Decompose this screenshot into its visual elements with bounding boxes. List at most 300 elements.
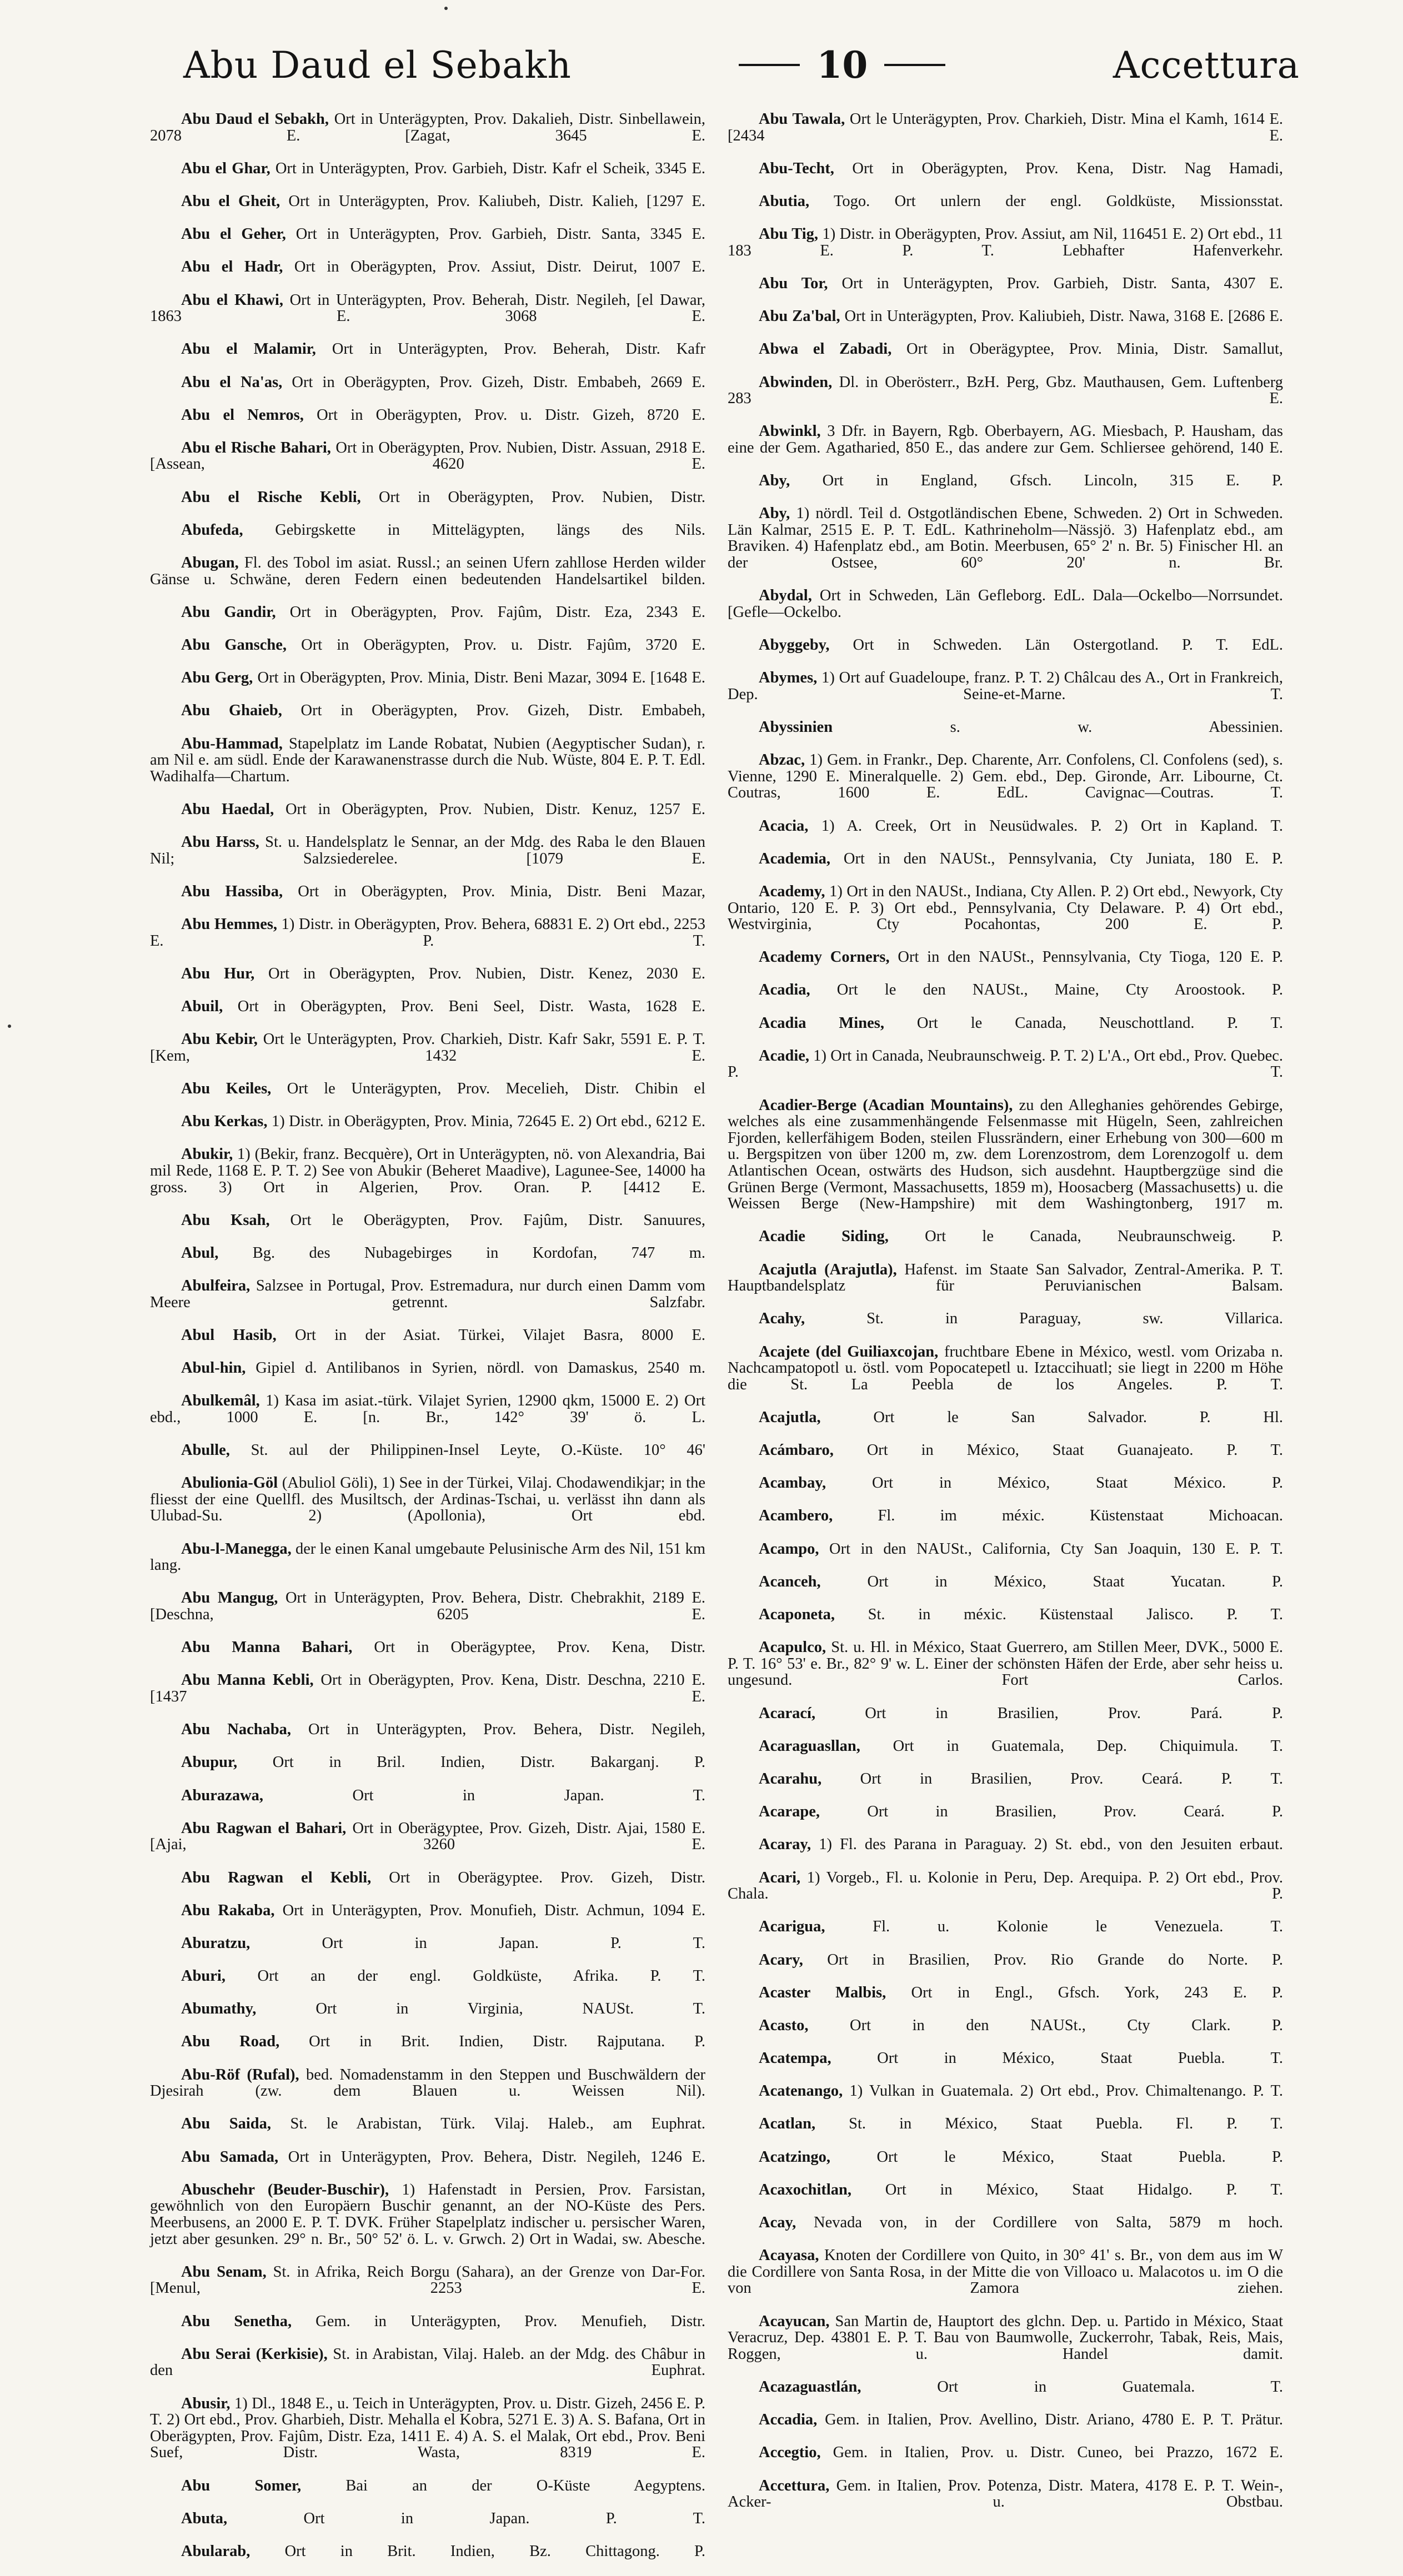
entry-text: Ort in México, Staat Hidalgo. P. T. xyxy=(851,2181,1283,2198)
entry-text: Ort in Oberägypten, Prov. u. Distr. Fajûm, 3720 E. xyxy=(287,636,705,654)
entry-headword: Abugan, xyxy=(181,554,239,572)
entry-text: Ort in Unterägypten, Prov. Beherah, Distr. Kafr xyxy=(315,340,705,358)
header-rule-right xyxy=(884,64,945,66)
entry-headword: Academy, xyxy=(759,882,825,900)
entry-headword: Abuil, xyxy=(181,998,223,1016)
dictionary-entry xyxy=(150,604,705,637)
dictionary-entry xyxy=(728,308,1283,341)
entry-headword: Acaraguasllan, xyxy=(759,1737,860,1755)
entry-headword: Abu Hemmes, xyxy=(181,916,278,933)
entry-text: Ort in Unterägypten, Prov. Monufieh, Distr. Achmun, 1094 E. xyxy=(274,1901,705,1919)
entry-headword: Acajete (del Guiliaxcojan, xyxy=(759,1343,939,1360)
entry-headword: Acambero, xyxy=(759,1507,833,1525)
entry-text: der le einen Kanal umgebaute Pelusinische Arm des Nil, 151 km lang. xyxy=(150,1540,705,1574)
entry-headword: Abu Ragwan el Kebli, xyxy=(181,1869,372,1886)
entry-headword: Abu Road, xyxy=(181,2033,280,2051)
dictionary-entry xyxy=(150,1081,705,1113)
dictionary-entry xyxy=(150,440,705,489)
dictionary-entry xyxy=(728,2215,1283,2247)
entry-headword: Acaster Malbis, xyxy=(759,1984,886,2001)
entry-headword: Abukir, xyxy=(181,1146,233,1163)
entry-headword: Abu Gandir, xyxy=(181,603,276,621)
entry-headword: Abu Tig, xyxy=(759,225,819,243)
entry-headword: Abu el Nemros, xyxy=(181,406,304,424)
entry-headword: Acadier-Berge (Acadian Mountains), xyxy=(759,1096,1013,1114)
dictionary-entry xyxy=(728,2116,1283,2148)
entry-text: 3 Dfr. in Bayern, Rgb. Oberbayern, AG. Miesbach, P. Hausham, das eine der Gem. Agatharied, 850 E., das andere zur Gem. Schliersee gehörend, 140 E. xyxy=(728,423,1283,456)
dictionary-entry xyxy=(150,2149,705,2182)
entry-text: Ort in den NAUSt., California, Cty San Joaquin, 130 E. P. T. xyxy=(819,1540,1283,1558)
dictionary-entry xyxy=(150,1721,705,1754)
entry-text: Ort le Canada, Neubraunschweig. P. xyxy=(888,1228,1283,1246)
dictionary-entry xyxy=(150,2001,705,2033)
dictionary-entry xyxy=(150,883,705,916)
dictionary-entry xyxy=(150,637,705,670)
entry-text: Hafenst. im Staate San Salvador, Zentral-Amerika. P. T. Hauptbandelsplatz für Peruvianischen Balsam. xyxy=(728,1261,1283,1295)
scan-speck xyxy=(444,7,448,10)
entry-headword: Abulfeira, xyxy=(181,1277,250,1295)
dictionary-entry xyxy=(728,505,1283,587)
entry-text: Ort in Unterägypten, Prov. Garbieh, Distr. Kafr el Scheik, 3345 E. xyxy=(270,159,705,177)
entry-text: Ort in Unterägypten, Prov. Beherah, Distr. Negileh, [el Dawar, 1863 E. 3068 E. xyxy=(150,291,705,325)
dictionary-entry xyxy=(728,1804,1283,1836)
entry-text: 1) Vulkan in Guatemala. 2) Ort ebd., Prov. Chimaltenango. P. T. xyxy=(843,2082,1283,2100)
dictionary-entry xyxy=(150,292,705,342)
entry-headword: Acatempa, xyxy=(759,2050,831,2067)
dictionary-entry xyxy=(728,2083,1283,2116)
entry-text: Ort le Oberägypten, Prov. Fajûm, Distr. Sanuures, xyxy=(269,1211,705,1229)
entry-text: Ort in Oberägypten, Prov. u. Distr. Gizeh, 8720 E. xyxy=(303,406,705,424)
entry-text: Bg. des Nubagebirges in Kordofan, 747 m. xyxy=(218,1244,705,1262)
dictionary-entry xyxy=(150,374,705,407)
entry-text: Ort in Oberägyptee, Prov. Kena, Distr. xyxy=(352,1639,705,1656)
dictionary-entry xyxy=(728,2379,1283,2412)
dictionary-entry xyxy=(150,259,705,292)
entry-text: Togo. Ort unlern der engl. Goldküste, Missionsstat. xyxy=(809,192,1283,210)
entry-text: Gem. in Italien, Prov. Potenza, Distr. Matera, 4178 E. P. T. Wein-, Acker- u. Obstbau. xyxy=(728,2477,1283,2511)
dictionary-entry xyxy=(728,1475,1283,1508)
entry-text: 1) Distr. in Oberägypten, Prov. Assiut, am Nil, 116451 E. 2) Ort ebd., 11 183 E. P. T. Lebhafter Hafenverkehr. xyxy=(728,225,1283,259)
entry-headword: Abularab, xyxy=(181,2542,250,2560)
dictionary-entry xyxy=(728,670,1283,719)
dictionary-entry xyxy=(728,275,1283,308)
page-header xyxy=(183,34,1300,96)
entry-headword: Abu Manna Bahari, xyxy=(181,1639,353,1656)
entry-text: Ort in México, Staat México. P. xyxy=(826,1474,1283,1492)
entry-headword: Acanceh, xyxy=(759,1573,821,1590)
entry-headword: Abu el Gheit, xyxy=(181,192,280,210)
entry-text: Ort in den NAUSt., Pennsylvania, Cty Tioga, 120 E. P. xyxy=(889,948,1283,966)
entry-text: Ort in Guatemala, Dep. Chiquimula. T. xyxy=(860,1737,1283,1755)
entry-headword: Acatlan, xyxy=(759,2115,816,2133)
dictionary-entry xyxy=(150,2510,705,2543)
entry-text: Ort in Virginia, NAUSt. T. xyxy=(256,2000,705,2018)
dictionary-entry xyxy=(150,1442,705,1475)
dictionary-entry xyxy=(150,1820,705,1870)
dictionary-entry xyxy=(728,1574,1283,1606)
entry-text: Fl. des Tobol im asiat. Russl.; an seinen Ufern zahllose Herden wilder Gänse u. Schwäne, deren Federn einen bedeutenden Handelsartikel bilden. xyxy=(150,554,705,588)
dictionary-entry xyxy=(150,2478,705,2510)
entry-headword: Acahy, xyxy=(759,1310,805,1328)
dictionary-entry xyxy=(728,818,1283,851)
dictionary-entry xyxy=(150,1245,705,1278)
dictionary-entry xyxy=(150,1541,705,1590)
entry-text: 1) (Bekir, franz. Becquère), Ort in Unterägypten, nö. von Alexandria, Bai mil Rede, 1168 E. P. T. 2) See von Abukir (Beheret Maadive), Lagunee-See, 14000 ha gross. 3) Ort in Algerien, Prov. Oran. P. [4412 E. xyxy=(150,1146,705,1196)
entry-headword: Abu Kerkas, xyxy=(181,1113,268,1131)
dictionary-entry xyxy=(728,2149,1283,2182)
dictionary-entry xyxy=(728,1606,1283,1639)
dictionary-entry xyxy=(150,1327,705,1360)
header-last-entry: Accettura xyxy=(1113,43,1300,87)
entry-text: Ort in Oberägypten, Prov. Nubien, Distr. Kenuz, 1257 E. xyxy=(274,800,705,818)
dictionary-entry xyxy=(150,1870,705,1902)
entry-text: Salzsee in Portugal, Prov. Estremadura, nur durch einen Damm vom Meere getrennt. Salzfabr. xyxy=(150,1277,705,1311)
entry-text: Ort le den NAUSt., Maine, Cty Aroostook. P. xyxy=(810,981,1283,999)
entry-text: St. in Paraguay, sw. Villarica. xyxy=(805,1310,1283,1328)
entry-headword: Accegtio, xyxy=(759,2444,821,2462)
entry-text: Ort in Oberägypten, Prov. Kena, Distr. Nag Hamadi, xyxy=(834,159,1283,177)
entry-text: Ort le Unterägypten, Prov. Mecelieh, Distr. Chibin el xyxy=(271,1080,705,1098)
entry-text: Ort in Unterägypten, Prov. Garbieh, Distr. Santa, 4307 E. xyxy=(828,274,1284,292)
dictionary-entry xyxy=(728,587,1283,637)
dictionary-entry xyxy=(728,1870,1283,1919)
entry-headword: Abu el Hadr, xyxy=(181,258,283,276)
entry-text: Ort in Oberägypten, Prov. Beni Seel, Distr. Wasta, 1628 E. xyxy=(223,998,705,1016)
dictionary-entry xyxy=(728,1442,1283,1475)
entry-headword: Acadie, xyxy=(759,1047,810,1064)
dictionary-entry xyxy=(150,966,705,998)
entry-text: Ort in Engl., Gfsch. York, 243 E. P. xyxy=(886,1984,1284,2001)
entry-text: Ort in México, Staat Yucatan. P. xyxy=(820,1573,1283,1590)
entry-headword: Abwinkl, xyxy=(759,423,821,440)
entry-headword: Abu el Geher, xyxy=(181,225,286,243)
entry-text: Ort in Unterägypten, Prov. Behera, Distr. Negileh, xyxy=(291,1721,706,1739)
entry-text: Gipiel d. Antilibanos in Syrien, nördl. von Damaskus, 2540 m. xyxy=(245,1359,705,1377)
dictionary-entry xyxy=(150,2313,705,2346)
entry-text: Ort in Schweden, Län Gefleborg. EdL. Dala—Ockelbo—Norrsundet. [Gefle—Ockelbo. xyxy=(728,587,1283,621)
entry-text: Ort in Bril. Indien, Distr. Bakarganj. P. xyxy=(237,1754,705,1771)
entry-headword: Accettura, xyxy=(759,2477,830,2494)
entry-text: St. in Arabistan, Vilaj. Haleb. an der Mdg. des Châbur in den Euphrat. xyxy=(150,2345,705,2379)
dictionary-entry xyxy=(728,719,1283,752)
dictionary-entry xyxy=(728,2247,1283,2313)
entry-headword: Abyggeby, xyxy=(759,636,830,654)
page-number: 10 xyxy=(816,43,868,87)
dictionary-entry xyxy=(150,1393,705,1442)
dictionary-entry xyxy=(728,637,1283,670)
entry-headword: Abuschehr (Beuder-Buschir), xyxy=(181,2181,389,2198)
entry-text: 1) nördl. Teil d. Ostgotländischen Ebene, Schweden. 2) Ort in Schweden. Län Kalmar, 2515 E. P. T. EdL. Kathrineholm—Nässjö. 3) Hafenplatz ebd., am Braviken. 4) Hafenplatz ebd., am Botin. Meerbusen, 65° 2' n. Br. 5) Finischer Hl. an der Ostsee, 60° 20' n. Br. xyxy=(728,505,1283,572)
entry-headword: Acacia, xyxy=(759,817,809,835)
dictionary-entry xyxy=(150,2033,705,2066)
entry-text: Ort in den NAUSt., Cty Clark. P. xyxy=(808,2016,1283,2034)
entry-headword: Abu Manna Kebli, xyxy=(181,1671,314,1689)
entry-text: Ort in Oberägyptee, Prov. Minia, Distr. Samallut, xyxy=(891,340,1283,358)
entry-headword: Abu Ksah, xyxy=(181,1211,270,1229)
entry-text: fruchtbare Ebene in México, westl. vom Orizaba n. Nachcampatopotl u. östl. vom Popocatepetl u. Iztaccihuatl; sie liegt in 2200 m Höhe die St. La Peebla de los Angeles. P. T. xyxy=(728,1343,1283,1393)
entry-text: 1) Ort in den NAUSt., Indiana, Cty Allen. P. 2) Ort ebd., Newyork, Cty Ontario, 120 E. P. 3) Ort ebd., Pennsylvania, Cty Delaware. P. 4) Ort ebd., Westvirginia, Cty Pocahontas, 200 E. P. xyxy=(728,882,1283,933)
dictionary-entry xyxy=(728,1409,1283,1442)
dictionary-entry xyxy=(728,1015,1283,1048)
dictionary-entry xyxy=(150,1113,705,1146)
dictionary-entry xyxy=(150,1212,705,1245)
entry-text: Ort in Oberägyptee, Prov. Gizeh, Distr. Ajai, 1580 E. [Ajai, 3260 E. xyxy=(150,1819,705,1854)
entry-text: Ort le Canada, Neuschottland. P. T. xyxy=(884,1014,1283,1032)
entry-headword: Acatzingo, xyxy=(759,2148,831,2166)
dictionary-entry xyxy=(150,489,705,522)
dictionary-entry xyxy=(728,1097,1283,1229)
entry-text: Ort in Japan. T. xyxy=(263,1786,705,1804)
entry-headword: Abu Gansche, xyxy=(181,636,287,654)
dictionary-entry xyxy=(150,2396,705,2478)
entry-headword: Abu el Malamir, xyxy=(181,340,316,358)
dictionary-entry xyxy=(150,1360,705,1393)
entry-headword: Abu Tawala, xyxy=(759,111,845,128)
entry-headword: Abu Ragwan el Bahari, xyxy=(181,1819,347,1837)
entry-text: Ort le México, Staat Puebla. P. xyxy=(830,2148,1283,2166)
dictionary-entry xyxy=(150,193,705,226)
dictionary-entry xyxy=(150,1902,705,1935)
dictionary-entry xyxy=(150,1475,705,1540)
header-first-entry: Abu Daud el Sebakh xyxy=(183,43,572,87)
entry-text: 1) Distr. in Oberägypten, Prov. Behera, 68831 E. 2) Ort ebd., 2253 E. P. T. xyxy=(150,916,705,950)
entry-text: Ort in Brasilien, Prov. Pará. P. xyxy=(815,1704,1283,1722)
dictionary-entry xyxy=(150,1935,705,1968)
entry-text: Gem. in Unterägypten, Prov. Menufieh, Distr. xyxy=(292,2312,705,2330)
entry-headword: Acapulco, xyxy=(759,1639,826,1656)
dictionary-entry xyxy=(728,1262,1283,1311)
entry-text: zu den Alleghanies gehörendes Gebirge, welches als eine zusammenhängende Felsenmasse mit Hügeln, Seen, zahlreichen Fjorden, kellerfähigem Boden, steilen Flussrändern, einer Erhebung von 300—600 m u. Bergspitzen von über 1200 m, zw. dem Lorenzostrom, dem Lorenzogolf u. dem Atlantischen Ocean, ostwärts des Hudson, sich ausdehnt. Hauptbergzüge sind die Grünen Berge (Vermont, Massachusetts, 1859 m), Hoosacberg (Massachusetts) u. die Weissen Berge (New-Hampshire) mit dem Washingtonberg, 1917 m. xyxy=(728,1096,1283,1213)
dictionary-entry xyxy=(150,226,705,259)
entry-headword: Abu-Hammad, xyxy=(181,735,283,752)
entry-text: 1) Kasa im asiat.-türk. Vilajet Syrien, 12900 qkm, 15000 E. 2) Ort ebd., 1000 E. [n. Br., 142° 39' ö. L. xyxy=(150,1392,705,1426)
entry-text: 1) Ort in Canada, Neubraunschweig. P. T. 2) L'A., Ort ebd., Prov. Quebec. P. T. xyxy=(728,1047,1283,1081)
entry-text: Ort in Brasilien, Prov. Ceará. P. xyxy=(820,1803,1283,1821)
dictionary-entry xyxy=(728,1985,1283,2017)
entry-text: 1) Dl., 1848 E., u. Teich in Unterägypten, Prov. u. Distr. Gizeh, 2456 E. P. T. 2) Ort ebd., Prov. Gharbieh, Distr. Mehalla el Kobra, 5271 E. 3) A. S. Bafana, Ort in Oberägypten, Prov. Fajûm, Distr. Eza, 1411 E. 4) A. S. el Malak, Ort ebd., Prov. Beni Suef, Distr. Wasta, 8319 E. xyxy=(150,2394,705,2462)
entry-text: Ort in Oberägypten, Prov. Kena, Distr. Deschna, 2210 E. [1437 E. xyxy=(150,1671,706,1705)
dictionary-entry xyxy=(728,1541,1283,1574)
entry-text: Gem. in Italien, Prov. Avellino, Distr. Ariano, 4780 E. P. T. Prätur. xyxy=(817,2411,1283,2429)
dictionary-entry xyxy=(150,998,705,1031)
dictionary-entry xyxy=(150,736,705,801)
entry-headword: Abu Hur, xyxy=(181,965,255,982)
entry-headword: Abu Haedal, xyxy=(181,800,274,818)
entry-text: Stapelplatz im Lande Robatat, Nubien (Aegyptischer Sudan), r. am Nil e. am südl. Ende der Karawanenstrasse durch die Nub. Wüste, 804 E. P. T. Edl. Wadihalfa—Chartum. xyxy=(150,735,705,785)
entry-text: Ort in Unterägypten, Prov. Behera, Distr. Negileh, 1246 E. xyxy=(278,2148,705,2166)
entry-headword: Abutia, xyxy=(759,192,810,210)
entry-headword: Abu Somer, xyxy=(181,2477,302,2494)
entry-text: Ort in Oberägypten, Prov. Nubien, Distr. Assuan, 2918 E. [Assean, 4620 E. xyxy=(150,439,705,473)
entry-headword: Acadia Mines, xyxy=(759,1014,884,1032)
dictionary-entry xyxy=(150,1590,705,1639)
entry-headword: Acarací, xyxy=(759,1704,816,1722)
entry-headword: Acarape, xyxy=(759,1803,820,1821)
entry-headword: Abu Harss, xyxy=(181,833,259,851)
dictionary-entry xyxy=(150,801,705,834)
entry-headword: Abu Samada, xyxy=(181,2148,279,2166)
entry-headword: Abu Keiles, xyxy=(181,1080,272,1098)
entry-headword: Acampo, xyxy=(759,1540,819,1558)
entry-text: Gebirgskette in Mittelägypten, längs des Nils. xyxy=(243,521,705,539)
entry-headword: Academy Corners, xyxy=(759,948,890,966)
entry-text: Ort in Brasilien, Prov. Rio Grande do Norte. P. xyxy=(803,1951,1283,1969)
entry-headword: Abu Daud el Sebakh, xyxy=(181,111,329,128)
entry-text: 1) Gem. in Frankr., Dep. Charente, Arr. Confolens, Cl. Confolens (sed), s. Vienne, 1290 E. Mineralquelle. 2) Gem. ebd., Dep. Gironde, Arr. Libourne, Ct. Coutras, 1600 E. EdL. Cavignac—Coutras. T. xyxy=(728,751,1283,802)
dictionary-entry xyxy=(728,851,1283,883)
entry-headword: Abu Za'bal, xyxy=(759,308,840,325)
entry-headword: Abul-hin, xyxy=(181,1359,246,1377)
dictionary-entry xyxy=(150,2182,705,2264)
entry-headword: Abwa el Zabadi, xyxy=(759,340,892,358)
entry-headword: Acary, xyxy=(759,1951,803,1969)
dictionary-entry xyxy=(728,111,1283,160)
entry-headword: Abu Senetha, xyxy=(181,2312,292,2330)
entry-headword: Aby, xyxy=(759,472,790,490)
dictionary-entry xyxy=(728,1771,1283,1804)
entry-text: Ort le Unterägypten, Prov. Charkieh, Distr. Kafr Sakr, 5591 E. P. T. [Kem, 1432 E. xyxy=(150,1031,705,1064)
entry-text: St. aul der Philippinen-Insel Leyte, O.-Küste. 10° 46' xyxy=(229,1442,705,1459)
dictionary-entry xyxy=(728,2182,1283,2215)
dictionary-entry xyxy=(728,2017,1283,2050)
dictionary-entry xyxy=(150,2346,705,2396)
entry-text: Ort in Unterägypten, Prov. Kaliubieh, Distr. Nawa, 3168 E. [2686 E. xyxy=(840,308,1283,325)
dictionary-entry xyxy=(728,473,1283,505)
dictionary-entry xyxy=(150,522,705,555)
dictionary-entry xyxy=(728,883,1283,949)
entry-text: Ort in Brasilien, Prov. Ceará. P. T. xyxy=(821,1770,1283,1787)
entry-text: San Martin de, Hauptort des glchn. Dep. u. Partido in México, Staat Veracruz, Dep. 43801 E. P. T. Bau von Baumwolle, Zuckerrohr, Tabak, Reis, Mais, Roggen, u. Handel damit. xyxy=(728,2312,1283,2363)
scan-speck xyxy=(8,1025,11,1028)
dictionary-entry xyxy=(150,1754,705,1787)
entry-headword: Acajutla, xyxy=(759,1408,821,1426)
entry-text: Ort in Oberägypten, Prov. Gizeh, Distr. Embabeh, xyxy=(282,702,705,720)
entry-headword: Accadia, xyxy=(759,2411,818,2429)
entry-text: Ort in Oberägypten, Prov. Minia, Distr. Beni Mazar, 3094 E. [1648 E. xyxy=(253,669,705,687)
entry-text: 1) Ort auf Guadeloupe, franz. P. T. 2) Châlcau des A., Ort in Frankreich, Dep. Seine-et-Marne. T. xyxy=(728,669,1283,703)
entry-headword: Abumathy, xyxy=(181,2000,257,2018)
dictionary-entry xyxy=(150,670,705,702)
dictionary-entry xyxy=(150,2543,705,2576)
entry-headword: Acaponeta, xyxy=(759,1606,835,1624)
header-page-number-group xyxy=(739,43,945,87)
entry-headword: Acatenango, xyxy=(759,2082,843,2100)
dictionary-entry xyxy=(150,160,705,193)
entry-headword: Abydal, xyxy=(759,587,812,605)
dictionary-entry xyxy=(728,2478,1283,2527)
dictionary-entry xyxy=(728,226,1283,275)
dictionary-entry xyxy=(728,1952,1283,1985)
entry-text: Knoten der Cordillere von Quito, in 30° 41' s. Br., von dem aus im W die Cordillere von Santa Rosa, in der Mitte die von Villoaco u. Malacotos u. im O die von Zamora ziehen. xyxy=(728,2247,1283,2297)
entry-headword: Abusir, xyxy=(181,2394,231,2412)
dictionary-entry xyxy=(728,1705,1283,1738)
entry-headword: Abu el Ghar, xyxy=(181,159,270,177)
dictionary-entry xyxy=(150,407,705,440)
entry-text: Ort in Oberägypten, Prov. Nubien, Distr. xyxy=(360,488,705,506)
entry-text: St. in Afrika, Reich Borgu (Sahara), an der Grenze von Dar-For. [Menul, 2253 E. xyxy=(150,2263,706,2297)
entry-text: Ort in Unterägypten, Prov. Dakalieh, Distr. Sinbellawein, 2078 E. [Zagat, 3645 E. xyxy=(150,111,706,144)
dictionary-entry xyxy=(728,949,1283,982)
entry-text: St. in México, Staat Puebla. Fl. P. T. xyxy=(815,2115,1283,2133)
entry-headword: Abu Ghaieb, xyxy=(181,702,282,720)
entry-text: Dl. in Oberösterr., BzH. Perg, Gbz. Mauthausen, Gem. Luftenberg 283 E. xyxy=(728,373,1283,408)
entry-headword: Abu Tor, xyxy=(759,274,828,292)
entry-headword: Abupur, xyxy=(181,1754,238,1771)
dictionary-entry xyxy=(728,2050,1283,2083)
entry-headword: Acaray, xyxy=(759,1836,811,1854)
entry-text: St. u. Handelsplatz le Sennar, an der Mdg. des Raba le den Blauen Nil; Salzsiederelee. [1079 E. xyxy=(150,833,705,867)
dictionary-entry xyxy=(728,1639,1283,1705)
entry-text: St. u. Hl. in México, Staat Guerrero, am Stillen Meer, DVK., 5000 E. P. T. 16° 53' e. Br., 82° 9' w. L. Einer der schönsten Häfen der Erde, aber sehr heiss u. ungesund. Fort Carlos. xyxy=(728,1639,1283,1689)
entry-text: 1) Hafenstadt in Persien, Prov. Farsistan, gewöhnlich von den Europäern Buschir genannt, an der NO-Küste des Pers. Meerbusens, an 2000 E. P. T. DVK. Früher Stapelplatz indischer u. persischer Waren, jetzt aber gesunken. 29° n. Br., 50° 52' ö. L. v. Grwch. 2) Ort in Wadai, sw. Abesche. xyxy=(150,2181,705,2248)
entry-headword: Abu Gerg, xyxy=(181,669,253,687)
entry-text: Ort in México, Staat Puebla. T. xyxy=(831,2050,1283,2067)
entry-text: Nevada von, in der Cordillere von Salta, 5879 m hoch. xyxy=(796,2214,1283,2231)
entry-headword: Abu Hassiba, xyxy=(181,882,283,900)
entry-headword: Aburazawa, xyxy=(181,1786,264,1804)
dictionary-entry xyxy=(728,982,1283,1015)
entry-headword: Acayasa, xyxy=(759,2247,819,2264)
entry-text: Ort in Brit. Indien, Bz. Chittagong. P. xyxy=(250,2542,705,2560)
dictionary-entry xyxy=(728,1344,1283,1409)
entry-text: Ort in México, Staat Guanajeato. P. T. xyxy=(833,1442,1283,1459)
left-column xyxy=(150,111,706,2560)
entry-headword: Acari, xyxy=(759,1869,801,1886)
dictionary-entry xyxy=(150,341,705,374)
entry-headword: Abzac, xyxy=(759,751,805,769)
entry-text: Ort in Guatemala. T. xyxy=(861,2378,1283,2396)
dictionary-entry xyxy=(150,1639,705,1672)
entry-text: Ort in England, Gfsch. Lincoln, 315 E. P. xyxy=(790,472,1283,490)
entry-text: 1) Fl. des Parana in Paraguay. 2) St. ebd., von den Jesuiten erbaut. xyxy=(811,1836,1283,1854)
entry-headword: Abulkemâl, xyxy=(181,1392,260,1410)
entry-headword: Acazaguastlán, xyxy=(759,2378,861,2396)
entry-text: Ort in den NAUSt., Pennsylvania, Cty Juniata, 180 E. P. xyxy=(830,850,1283,867)
entry-text: Ort in Oberägyptee. Prov. Gizeh, Distr. xyxy=(371,1869,706,1886)
entry-text: 1) Distr. in Oberägypten, Prov. Minia, 72645 E. 2) Ort ebd., 6212 E. xyxy=(267,1113,705,1131)
dictionary-entry xyxy=(150,2264,705,2313)
entry-text: Ort in Oberägypten, Prov. Fajûm, Distr. Eza, 2343 E. xyxy=(275,603,705,621)
dictionary-entry xyxy=(728,423,1283,473)
entry-headword: Acadia, xyxy=(759,981,810,999)
entry-headword: Abymes, xyxy=(759,669,818,687)
entry-headword: Abu Kebir, xyxy=(181,1031,258,1048)
entry-headword: Abu Senam, xyxy=(181,2263,267,2281)
entry-text: Ort an der engl. Goldküste, Afrika. P. T. xyxy=(225,1967,705,1985)
entry-headword: Acarahu, xyxy=(759,1770,822,1787)
entry-headword: Abwinden, xyxy=(759,373,833,391)
entry-headword: Abul Hasib, xyxy=(181,1326,277,1344)
entry-text: Gem. in Italien, Prov. u. Distr. Cuneo, bei Prazzo, 1672 E. xyxy=(820,2444,1283,2462)
entry-headword: Abu Saida, xyxy=(181,2115,272,2133)
entry-headword: Abu el Khawi, xyxy=(181,291,283,309)
entry-text: Ort in der Asiat. Türkei, Vilajet Basra, 8000 E. xyxy=(276,1326,706,1344)
entry-text: Ort in Schweden. Län Ostergotland. P. T. EdL. xyxy=(829,636,1283,654)
dictionary-entry xyxy=(150,1672,705,1721)
entry-text: Ort in Oberägypten, Prov. Minia, Distr. Beni Mazar, xyxy=(283,882,706,900)
entry-headword: Abu-l-Manegga, xyxy=(181,1540,292,1558)
entry-headword: Aby, xyxy=(759,505,790,523)
dictionary-entry xyxy=(728,341,1283,374)
entry-headword: Abu el Rische Bahari, xyxy=(181,439,331,456)
entry-text: (Abuliol Göli), 1) See in der Türkei, Vilaj. Chodawendikjar; in the fliesst der eine Quellfl. des Musiltsch, der Ardinas-Tschai, u. verlässt ihn dann als Ulubad-Su. 2) (Apollonia), Ort ebd. xyxy=(150,1474,705,1525)
entry-text: bed. Nomadenstamm in den Steppen und Buschwäldern der Djesirah (zw. dem Blauen u. Weissen Nil). xyxy=(150,2066,706,2100)
dictionary-entry xyxy=(150,2067,705,2116)
dictionary-entry xyxy=(150,1278,705,1327)
dictionary-entry xyxy=(150,2116,705,2148)
entry-headword: Acaxochitlan, xyxy=(759,2181,852,2198)
entry-headword: Abufeda, xyxy=(181,521,243,539)
